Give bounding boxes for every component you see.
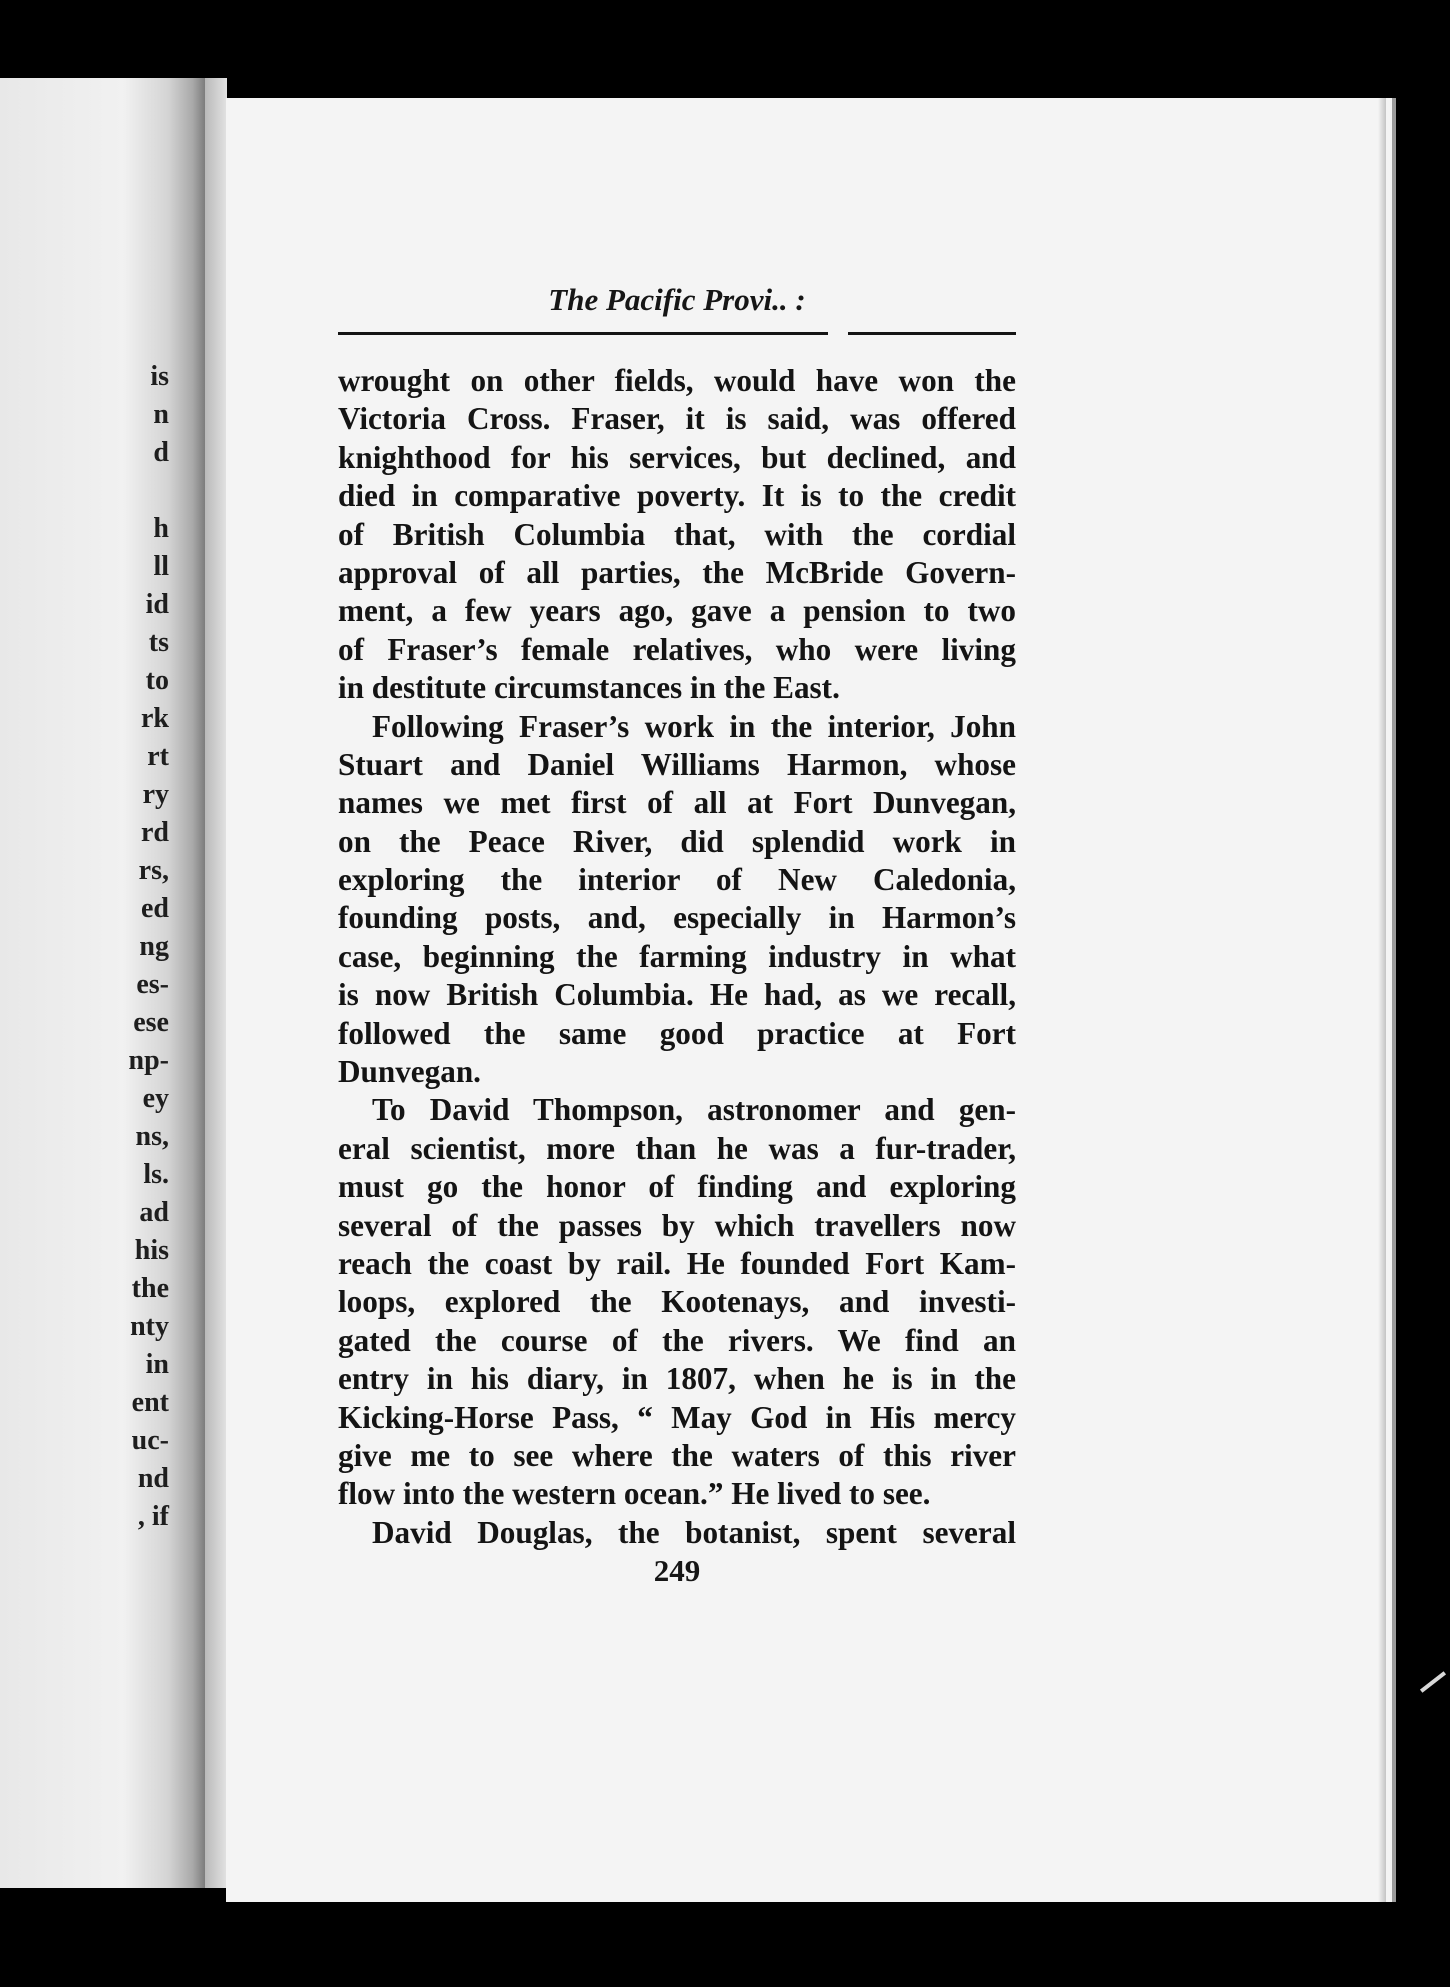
paragraph-end-line: in destitute circumstances in the East. bbox=[338, 670, 840, 706]
facing-page-fragment: ey bbox=[142, 1083, 169, 1114]
paragraph-first-line: To David Thompson, astronomer and gen- bbox=[372, 1092, 1016, 1128]
facing-page-fragment: uc- bbox=[131, 1425, 169, 1456]
facing-page-fragment: ts bbox=[148, 627, 169, 658]
text-line: approval of all parties, the McBride Govern- bbox=[338, 554, 1016, 590]
facing-page-fragment: np- bbox=[128, 1045, 169, 1076]
text-line: entry in his diary, in 1807, when he is in the bbox=[338, 1361, 1016, 1397]
text-line: names we met first of all at Fort Dunvegan, bbox=[338, 785, 1016, 821]
text-line: of Fraser’s female relatives, who were living bbox=[338, 631, 1016, 667]
text-line: Kicking-Horse Pass, “ May God in His mercy bbox=[338, 1399, 1016, 1435]
facing-page-fragment: is bbox=[150, 361, 169, 392]
facing-page-fragment: ll bbox=[153, 551, 169, 582]
facing-page-fragment: ng bbox=[139, 931, 169, 962]
text-line: case, beginning the farming industry in what bbox=[338, 938, 1016, 974]
running-head: The Pacific Provi.. : bbox=[548, 282, 806, 317]
facing-page-fragment: h bbox=[153, 513, 169, 544]
facing-page-fragment: es- bbox=[136, 969, 169, 1000]
facing-page-fragment: n bbox=[153, 399, 169, 430]
text-line: gated the course of the rivers. We find an bbox=[338, 1322, 1016, 1358]
facing-page-fragment: rs, bbox=[138, 855, 169, 886]
facing-page-fragment: ns, bbox=[135, 1121, 169, 1152]
facing-page-fragment: to bbox=[145, 665, 169, 696]
facing-page-fragment: d bbox=[153, 437, 169, 468]
facing-page-fragment: nd bbox=[137, 1463, 169, 1494]
facing-page-fragment: , if bbox=[137, 1501, 169, 1532]
facing-page-fragment: rt bbox=[147, 741, 169, 772]
facing-page-fragment: ese bbox=[133, 1007, 169, 1038]
facing-page-fragment: in bbox=[145, 1349, 169, 1380]
facing-page-fragment: ent bbox=[131, 1387, 169, 1418]
paragraph-end-line: flow into the western ocean.” He lived to see. bbox=[338, 1476, 931, 1512]
page-edge-shadow bbox=[1378, 98, 1386, 1902]
text-line: is now British Columbia. He had, as we recall, bbox=[338, 977, 1016, 1013]
text-line: reach the coast by rail. He founded Fort Kam- bbox=[338, 1245, 1016, 1281]
page-number: 249 bbox=[653, 1553, 701, 1588]
text-line: wrought on other fields, would have won the bbox=[338, 363, 1016, 398]
header-rule bbox=[338, 332, 828, 335]
facing-page-fragment: ls. bbox=[143, 1159, 169, 1190]
facing-page-fragment: ry bbox=[142, 779, 169, 810]
text-line: give me to see where the waters of this river bbox=[338, 1437, 1016, 1473]
text-line: loops, explored the Kootenays, and investi- bbox=[338, 1284, 1016, 1320]
paragraph-first-line: David Douglas, the botanist, spent several bbox=[372, 1514, 1016, 1550]
text-line: Victoria Cross. Fraser, it is said, was offered bbox=[338, 401, 1016, 437]
facing-page-fragment: the bbox=[131, 1273, 169, 1304]
facing-page-fragment: ed bbox=[141, 893, 169, 924]
facing-page-fragment: nty bbox=[130, 1311, 169, 1342]
text-line: eral scientist, more than he was a fur-trader, bbox=[338, 1130, 1016, 1166]
text-line: founding posts, and, especially in Harmon’s bbox=[338, 900, 1016, 936]
text-line: Stuart and Daniel Williams Harmon, whose bbox=[338, 746, 1016, 782]
facing-page-fragment: his bbox=[134, 1235, 169, 1266]
text-line: several of the passes by which travellers now bbox=[338, 1207, 1016, 1243]
text-line: knighthood for his services, but declined, and bbox=[338, 439, 1016, 475]
facing-page-edge bbox=[0, 78, 205, 1888]
text-line: ment, a few years ago, gave a pension to two bbox=[338, 593, 1016, 629]
text-line: on the Peace River, did splendid work in bbox=[338, 823, 1016, 859]
text-line: of British Columbia that, with the cordial bbox=[338, 516, 1016, 552]
header-rule-right bbox=[848, 332, 1016, 335]
text-line: exploring the interior of New Caledonia, bbox=[338, 862, 1016, 898]
scan-artifact bbox=[1420, 1671, 1446, 1693]
facing-page-fragment: ad bbox=[139, 1197, 169, 1228]
facing-page-fragment: id bbox=[145, 589, 169, 620]
text-line: died in comparative poverty. It is to the credit bbox=[338, 478, 1016, 514]
body-text bbox=[338, 362, 1016, 1552]
book-gutter bbox=[205, 78, 227, 1888]
facing-page-fragment: rd bbox=[141, 817, 169, 848]
paragraph-first-line: Following Fraser’s work in the interior, John bbox=[372, 708, 1016, 744]
facing-page-fragment: rk bbox=[141, 703, 169, 734]
text-line: must go the honor of finding and exploring bbox=[338, 1169, 1016, 1205]
paragraph-end-line: Dunvegan. bbox=[338, 1054, 481, 1090]
text-line: followed the same good practice at Fort bbox=[338, 1015, 1016, 1051]
